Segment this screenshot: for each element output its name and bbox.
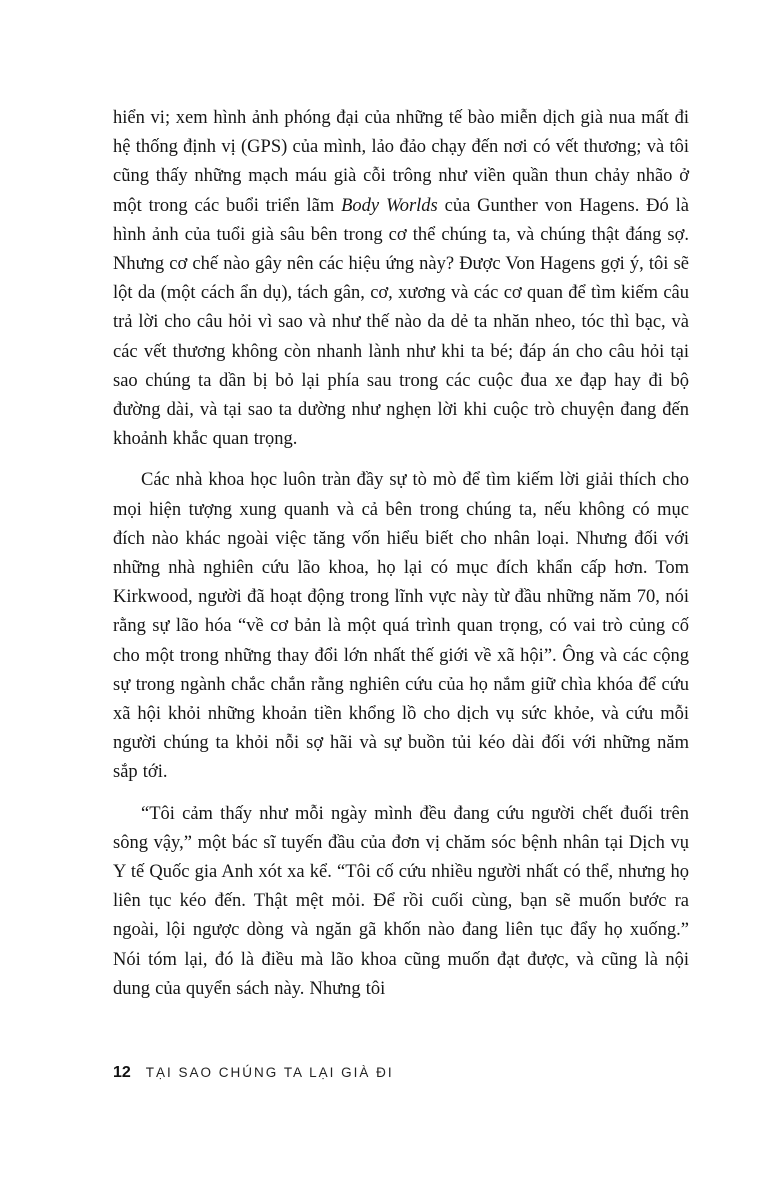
paragraph-1-text-before-italic: hiển vi; xem hình ảnh phóng đại của những tế bào miễn dịch già nua mất đi hệ thống định vị (GPS) của mình, lảo đảo chạy đến nơi có vết thương; và tôi cũng thấy những mạch máu già cỗi trông như viền quần thun chảy nhão ở một trong các buổi triển lãm bbox=[113, 108, 689, 216]
paragraph-1-text-after-italic: của Gunther von Hagens. Đó là hình ảnh của tuổi già sâu bên trong cơ thể chúng ta, và chúng thật đáng sợ. Nhưng cơ chế nào gây nên các hiệu ứng này? Được Von Hagens gợi ý, tôi sẽ lột da (một cách ẩn dụ), tách gân, cơ, xương và các cơ quan để tìm kiếm câu trả lời cho câu hỏi vì sao và như thế nào da dẻ ta nhăn nheo, tóc thì bạc, và các vết thương không còn nhanh lành như khi ta bé; đáp án cho câu hỏi tại sao chúng ta dần bị bỏ lại phía sau trong các cuộc đua xe đạp hay đi bộ đường dài, và tại sao ta dường như nghẹn lời khi cuộc trò chuyện đang đến khoảnh khắc quan trọng. bbox=[113, 195, 689, 450]
page-footer bbox=[113, 1064, 394, 1082]
running-title: TẠI SAO CHÚNG TA LẠI GIÀ ĐI bbox=[145, 1065, 394, 1080]
paragraph-3: “Tôi cảm thấy như mỗi ngày mình đều đang cứu người chết đuối trên sông vậy,” một bác sĩ tuyến đầu của đơn vị chăm sóc bệnh nhân tại Dịch vụ Y tế Quốc gia Anh xót xa kể. “Tôi cố cứu nhiều người nhất có thể, nhưng họ liên tục kéo đến. Thật mệt mỏi. Để rồi cuối cùng, bạn sẽ muốn bước ra ngoài, lội ngược dòng và ngăn gã khốn nào đang liên tục đẩy họ xuống.” Nói tóm lại, đó là điều mà lão khoa cũng muốn đạt được, và cũng là nội dung của quyển sách này. Nhưng tôi bbox=[113, 803, 689, 999]
body-text bbox=[113, 104, 689, 1016]
exhibition-title-italic: Body Worlds bbox=[341, 195, 438, 216]
paragraph-1 bbox=[113, 104, 689, 454]
page-number: 12 bbox=[113, 1064, 131, 1081]
paragraph-2: Các nhà khoa học luôn tràn đầy sự tò mò để tìm kiếm lời giải thích cho mọi hiện tượng xung quanh và cả bên trong chúng ta, nếu không có mục đích nào khác ngoài việc tăng vốn hiểu biết cho nhân loại. Nhưng đối với những nhà nghiên cứu lão khoa, họ lại có mục đích khẩn cấp hơn. Tom Kirkwood, người đã hoạt động trong lĩnh vực này từ đầu những năm 70, nói rằng sự lão hóa “về cơ bản là một quá trình quan trọng, có vai trò củng cố cho một trong những thay đổi lớn nhất thế giới về xã hội”. Ông và các cộng sự trong ngành chắc chắn rằng nghiên cứu của họ nắm giữ chìa khóa để cứu xã hội khỏi những khoản tiền khổng lồ cho dịch vụ sức khỏe, và cứu mỗi người chúng ta khỏi nỗi sợ hãi và sự buồn tủi kéo dài đối với những năm sắp tới. bbox=[113, 470, 689, 783]
